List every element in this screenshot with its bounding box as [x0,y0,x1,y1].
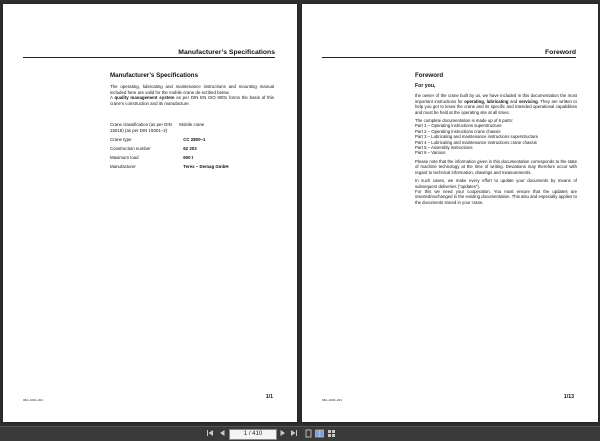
single-page-view-icon[interactable] [303,429,313,439]
parts-list-item: Part 1 – Operating instructions superstructure [415,123,502,129]
parts-list [415,123,577,155]
spec-label: Crane type [110,137,132,143]
first-page-icon[interactable] [205,429,215,439]
page-number: 1/13 [563,394,574,400]
intro-paragraph-1: The operating, lubricating and maintenance instructions and mounting manual included here are valid for the mobile crane de-scribed below. [110,84,274,95]
spec-label: Manufacturer [110,164,136,170]
next-page-icon[interactable] [278,429,288,439]
parts-list-item: Part 2 – Operating instructions crane chassis [415,128,501,134]
intro-2-bold: quality management system [114,95,175,101]
spec-value: 62 203 [183,146,197,152]
intro-text [110,84,274,106]
spec-value: 600 t [183,155,194,161]
spec-label: Construction number [110,146,151,152]
foreword-paragraph-2: The complete documentation is made up of 6 parts: [415,118,513,124]
spec-row [110,122,280,133]
page-number-input[interactable]: 1 / 410 [229,429,277,440]
parts-list-item: Part 5 – Assembly instructions [415,145,473,151]
running-header: Manufacturer’s Specifications [23,49,275,58]
two-page-view-icon[interactable] [314,429,324,439]
spec-value: CC 2800–1 [183,137,206,143]
parts-list-item: Part 3 – Lubricating and maintenance instructions superstructure [415,134,539,140]
prev-page-icon[interactable] [217,429,227,439]
running-header: Foreword [322,49,576,58]
parts-list-item: Part 6 – Various [415,150,446,156]
parts-list-item: Part 4 – Lubricating and maintenance instructions crane chassis [415,139,537,145]
para-1-bold: operating, lubricating [464,98,509,104]
footer-code: 062–1000–201 [322,398,343,402]
para-1-text: and [508,98,519,104]
viewer-toolbar [0,426,600,441]
page-right [302,4,598,422]
intro-2-suffix: as per DIN EN ISO 9001 forms the basis of this crane’s construction and its manufacture. [110,95,275,106]
intro-2-prefix: A [110,95,115,101]
spec-table [110,122,280,173]
para-1-text: the owner of the crane built by us, we have included in this documentation the most important instructions for [415,93,577,104]
spec-value: Mobile crane [179,122,205,127]
foreword-paragraph-5: For this we need your cooperation. You must ensure that the updates are inserted/exchanged in the existing documentation. This also and especially applies to the documents stored in your crane. [415,188,577,205]
page-left [3,4,297,422]
spec-label: Maximum load [110,155,139,161]
spec-value: Terex – Demag GmbH [183,164,229,170]
para-1-bold: servicing [518,98,538,104]
page-number: 1/1 [265,394,273,400]
section-title: Manufacturer’s Specifications [110,72,199,79]
thumbnail-icon[interactable] [326,429,336,439]
spec-row [110,164,280,170]
para-1-text: . They are written to help you get to know the crane and its specific and intended operational capabilities and must be held at the operating site at all times. [415,98,577,115]
greeting: For you, [415,83,436,89]
last-page-icon[interactable] [289,429,299,439]
foreword-paragraph-4: In such cases, we make every effort to update your documents by means of subsequent deliveries (“updates”). [415,178,577,189]
intro-paragraph-2 [110,95,274,106]
spec-label: Crane classification (as per DIN 15018) (as per DIN 15001–2) [110,122,172,133]
spec-row [110,146,280,152]
foreword-body [415,84,577,208]
section-title: Foreword [415,72,444,79]
spec-row [110,137,280,143]
foreword-paragraph-1 [415,93,577,115]
spec-row [110,155,280,161]
footer-code: 062–1001–201 [23,398,44,402]
foreword-paragraph-3: Please note that the information given in this documentation corresponds to the state of machine technology at the time of writing. Deviations may therefore occur with regard to technical information, drawings and measurements. [415,158,577,175]
